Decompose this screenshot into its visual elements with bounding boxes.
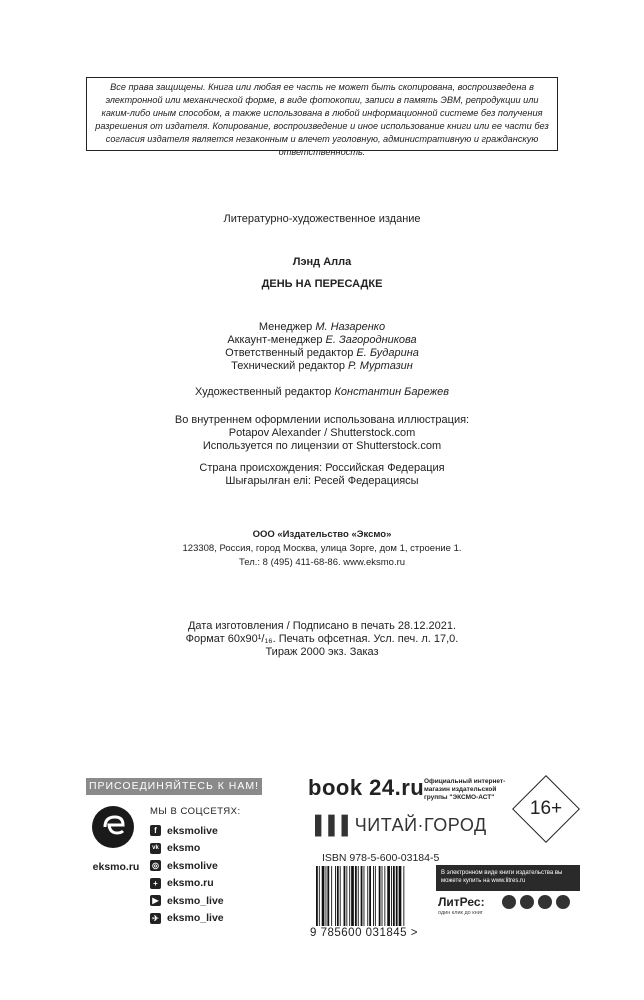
socials-list [150,822,224,927]
barcode-digits: 9 785600 031845 > [310,927,418,939]
staff-line: Менеджер М. Назаренко [258,321,386,333]
vk-icon: vk [150,843,161,854]
socials-title: МЫ В СОЦСЕТЯХ: [150,806,241,817]
chitai-gorod-logo: ▌▌▌ЧИТАЙ·ГОРОД [315,815,487,835]
staff-line: Технический редактор Р. Муртазин [231,360,413,372]
edition-type: Литературно-художественное издание [223,213,421,225]
publisher-contacts: Тел.: 8 (495) 411-68-86. www.eksmo.ru [238,557,406,568]
publisher-address: 123308, Россия, город Москва, улица Зорге, дом 1, строение 1. [182,543,462,554]
publisher-name: ООО «Издательство «Эксмо» [252,529,392,540]
litres-subtitle: один клик до книг [438,910,483,916]
litres-banner: В электронном виде книги издательства вы можете купить на www.litres.ru [436,865,580,891]
eksmo-logo-icon [92,806,134,848]
staff-line: Ответственный редактор Е. Бударина [225,347,419,359]
book-title: ДЕНЬ НА ПЕРЕСАДКЕ [261,278,383,290]
art-editor: Художественный редактор Константин Барежев [194,386,449,398]
staff-list [0,321,644,373]
origin: Страна происхождения: Российская Федерация Шығарылған елі: Ресей Федерациясы [199,462,445,487]
litres-logo: ЛитРес: [438,895,485,909]
social-item[interactable]: vk eksmo [150,840,224,858]
join-banner: ПРИСОЕДИНЯЙТЕСЬ К НАМ! [86,778,262,795]
isbn: ISBN 978-5-600-03184-5 [322,852,440,864]
apple-icon [502,895,516,909]
staff-line: Аккаунт-менеджер Е. Загородникова [227,334,417,346]
logo-text: eksmo.ru [92,861,140,873]
rights-notice: Все права защищены. Книга или любая ее часть не может быть скопирована, воспроизведена в электронной или механической форме, в виде фотокопии, записи в память ЭВМ, репродукции или каким-либо иным способом, а также использована в любой информационной системе без получения разрешения от издателя. Копирование, воспроизведение и иное использование книги или ее части без согласия издателя является незаконным и влечет уголовную, административную и гражданскую ответственность. [86,77,558,151]
social-item[interactable]: ▶ eksmo_live [150,892,224,910]
facebook-icon: f [150,825,161,836]
telegram-icon: ✈ [150,913,161,924]
social-item[interactable]: f eksmolive [150,822,224,840]
plus-icon: + [150,878,161,889]
android-icon [520,895,534,909]
blackberry-icon [538,895,552,909]
print-info: Дата изготовления / Подписано в печать 28.12.2021. Формат 60х90¹/₁₆. Печать офсетная. Усл. печ. л. 17,0. Тираж 2000 экз. Заказ [185,620,459,658]
age-rating: 16+ [512,775,580,843]
windows-icon [556,895,570,909]
instagram-icon: ◎ [150,860,161,871]
social-item[interactable]: + eksmo.ru [150,875,224,893]
illustration-credit: Во внутреннем оформлении использована иллюстрация: Potapov Alexander / Shutterstock.com Используется по лицензии от Shutterstock.com [174,414,470,452]
publisher-info [0,528,644,570]
social-item[interactable]: ✈ eksmo_live [150,910,224,928]
social-item[interactable]: ◎ eksmolive [152,859,218,872]
barcode-icon [310,866,436,928]
book24-logo: book 24.ru [308,775,425,800]
youtube-icon: ▶ [150,895,161,906]
author: Лэнд Алла [292,256,352,268]
platform-icons [502,895,570,909]
book24-note: Официальный интернет-магазин издательской группы "ЭКСМО-АСТ" [424,778,506,801]
